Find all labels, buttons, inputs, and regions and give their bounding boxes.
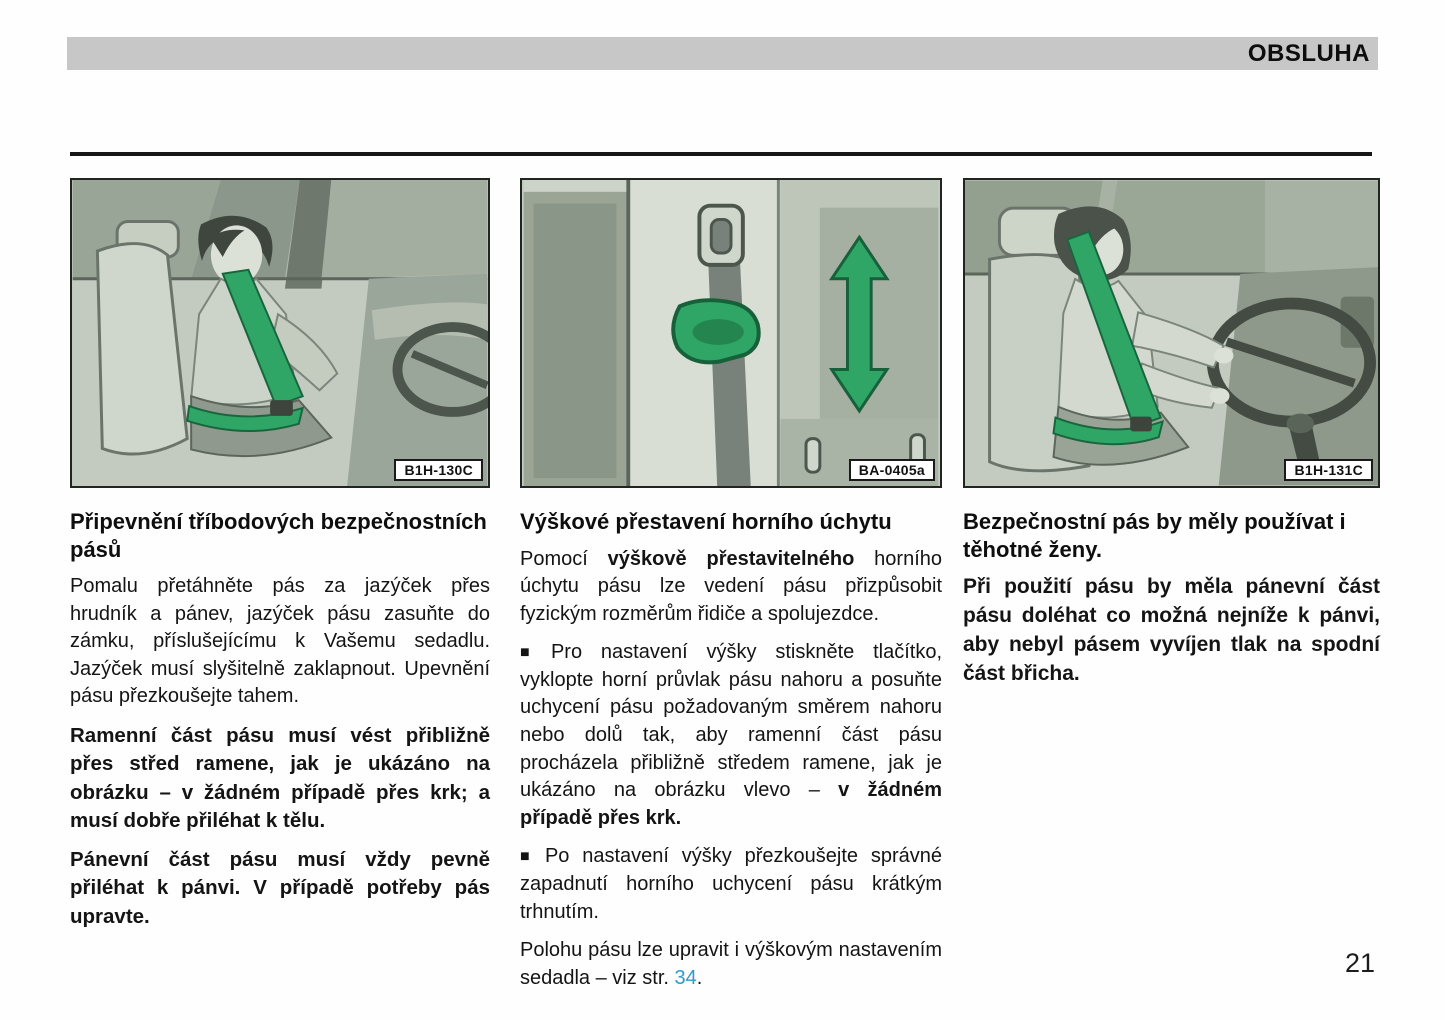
- section-heading-left: Připevnění tříbodových bezpečnostních pásů: [70, 509, 487, 562]
- figure-belt-height-adjuster: [520, 178, 942, 488]
- paragraph: Pomalu přetáhněte pás za jazýček přes hrudník a pánev, jazýček pásu zasuňte do zámku, příslušejícímu k Vašemu sedadlu. Jazýček musí slyšitelně zaklapnout. Upevnění pásu přezkoušejte tahem.: [70, 575, 490, 708]
- intro-text: Pomocí: [520, 547, 608, 570]
- illustration-driver-seatbelt: [965, 180, 1378, 486]
- figure-seatbelt-fastening: [70, 178, 490, 488]
- page-header-title: OBSLUHA: [1247, 39, 1370, 67]
- bullet-paragraph: [520, 639, 942, 832]
- intro-text: horního úchytu pásu lze vedení pásu přizpůsobit fyzickým rozměrům řidiče a spolujezdce.: [520, 547, 943, 625]
- section-heading-middle: Výškové přestavení horního úchytu: [520, 509, 892, 534]
- figure-code-badge: B1H-131C: [1284, 459, 1373, 481]
- paragraph: [520, 546, 942, 629]
- left-window: [524, 180, 629, 486]
- figure-code-badge: BA-0405a: [849, 459, 935, 481]
- note-text: Polohu pásu lze upravit i výškovým nastavením sedadla – viz str.: [520, 939, 942, 989]
- column-left: [70, 178, 490, 942]
- figure-driver-seatbelt: [963, 178, 1380, 488]
- page-number: 21: [1344, 948, 1375, 978]
- column-middle: [520, 178, 942, 1003]
- car-seat: [97, 221, 187, 454]
- bullet-paragraph: [520, 843, 942, 926]
- divider-rule: [70, 152, 1372, 156]
- bullet-text: Po nastavení výšky přezkoušejte správné zapadnutí horního uchycení pásu krátkým trhnutím.: [520, 845, 942, 923]
- intro-text-bold: výškově přestavitelného: [607, 547, 855, 570]
- bullet-square-icon: ■: [520, 848, 537, 866]
- note-text: .: [696, 966, 703, 989]
- illustration-passenger-seatbelt: [72, 180, 488, 486]
- green-belt-guide: [673, 300, 759, 362]
- upper-anchor: [699, 206, 742, 265]
- right-statement-1: Bezpečnostní pás by měly používat i těhotné ženy.: [963, 509, 1346, 562]
- paragraph-bold: Pánevní část pásu musí vždy pevně přiléhat k pánvi. V případě potřeby pás upravte.: [70, 848, 490, 928]
- illustration-belt-height-adjuster: [522, 180, 940, 486]
- bullet-text: Pro nastavení výšky stiskněte tlačítko, vyklopte horní průvlak pásu nahoru a posuňte uchycení pásu požadovaným směrem nahoru nebo dolů tak, aby ramenní část pásu procházela přibližně středem ramene, jak je ukázáno na obrázku vlevo –: [520, 641, 942, 802]
- column-right: [963, 178, 1380, 702]
- page-ref-link[interactable]: 34: [674, 966, 697, 989]
- bullet-text-bold: v žádném případě přes krk.: [520, 779, 942, 829]
- header-bar: [67, 37, 1378, 70]
- figure-code-badge: B1H-130C: [394, 459, 483, 481]
- bullet-square-icon: ■: [520, 644, 543, 662]
- right-statement-2: Při použití pásu by měla pánevní část pásu doléhat co možná nejníže k pánvi, aby nebyl pásem vyvíjen tlak na spodní část břicha.: [963, 575, 1380, 685]
- paragraph-bold: Ramenní část pásu musí vést přibližně přes střed ramene, jak je ukázáno na obrázku – v žádném případě přes krk; a musí dobře přiléhat k tělu.: [70, 723, 490, 832]
- note-paragraph: [520, 937, 942, 992]
